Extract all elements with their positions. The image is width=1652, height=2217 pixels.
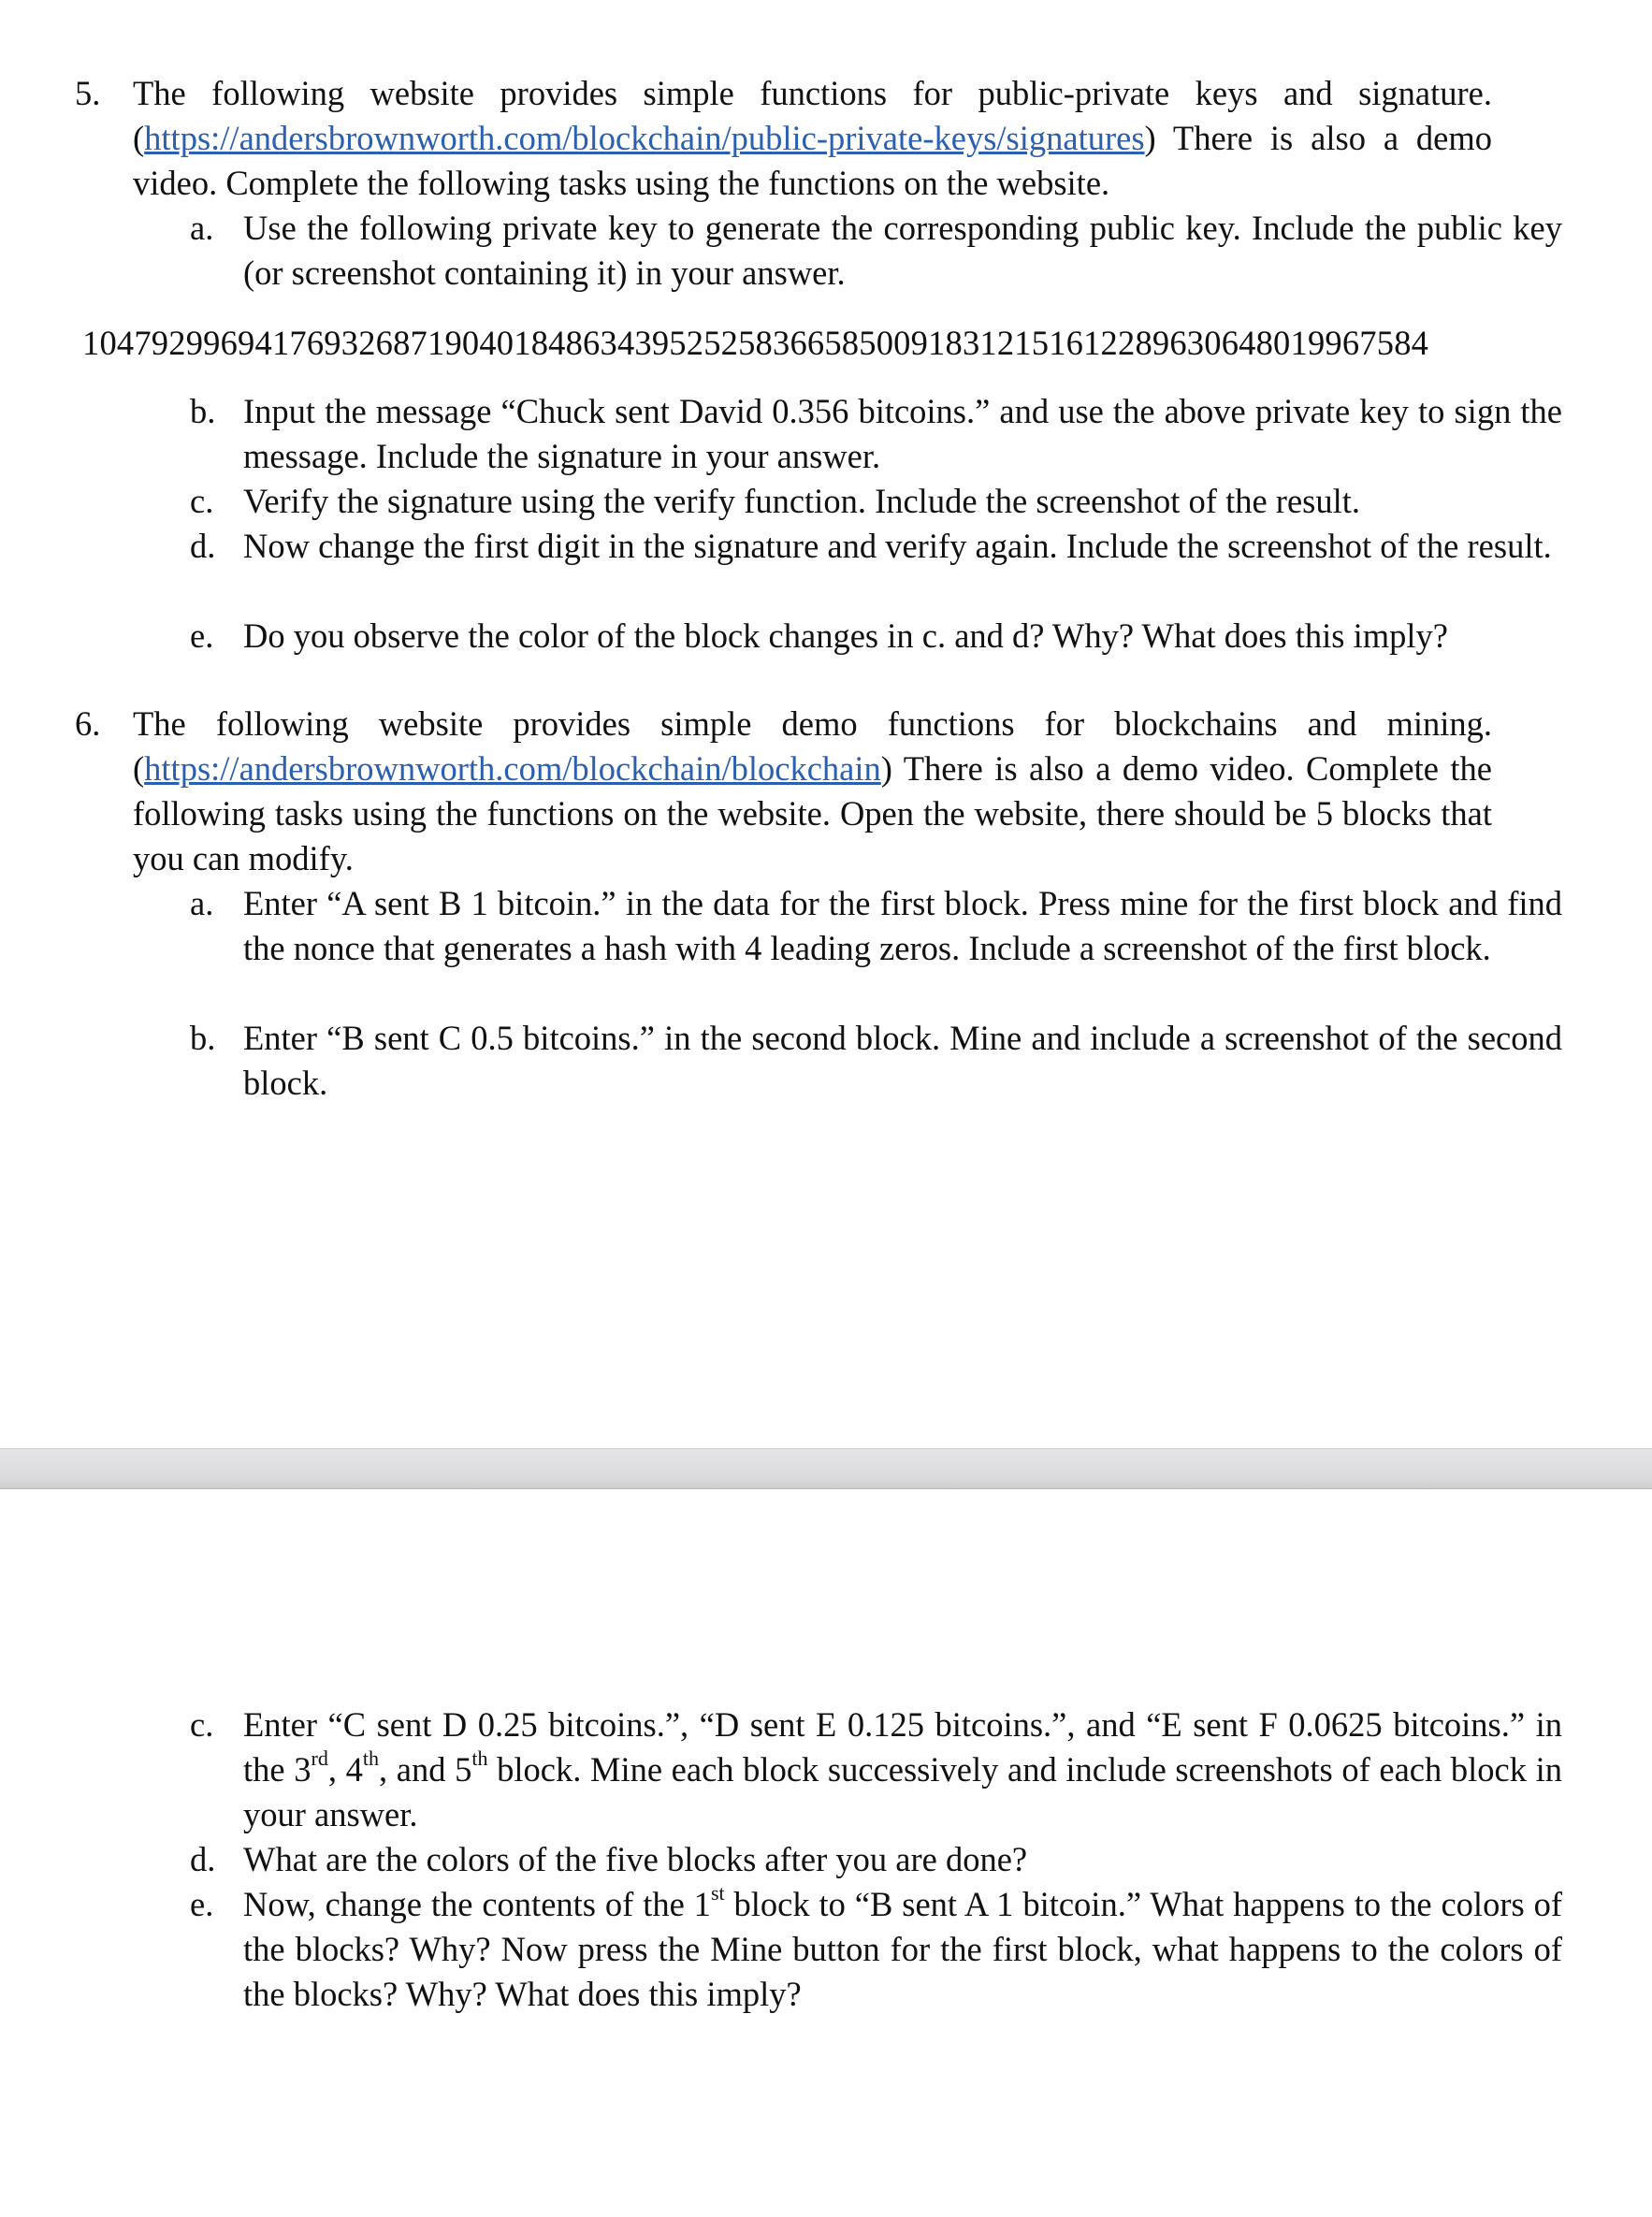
q6-item-c: c. Enter “C sent D 0.25 bitcoins.”, “D sent E 0.125 bitcoins.”, and “E sent F 0.0625 bitcoins.” in the 3rd, 4th, and 5th block. Mine each block successively and include screenshots of each block in your answer. [190, 1705, 1563, 1833]
question-number: 6. [75, 704, 101, 743]
q6-item-e: e. Now, change the contents of the 1st block to “B sent A 1 bitcoin.” What happens to the colors of the blocks? Why? Now press the Mine button for the first block, what happens to the colors of the blocks? Why? What does this imply? [190, 1880, 1562, 2013]
q6-item-a: a. Enter “A sent B 1 bitcoin.” in the data for the first block. Press mine for the first block and find the nonce that generates a hash with 4 leading zeros. Include a screenshot of the first block. [190, 884, 1562, 967]
q6-item-d: d. What are the colors of the five blocks after you are done? [190, 1840, 1028, 1878]
question-intro: The following website provides simple functions for public-private keys and signature. (https://andersbrownworth.com/blockchain/public-private-keys/signatures) There is also a demo video. Complete the following tasks using the functions on the website. [133, 74, 1492, 202]
question-number: 5. [75, 74, 101, 112]
question-6 [75, 702, 1492, 881]
question-5 [75, 71, 1492, 206]
q5-item-a: a. Use the following private key to generate the corresponding public key. Include the public key (or screenshot containing it) in your answer. [190, 209, 1562, 292]
blockchain-link[interactable]: https://andersbrownworth.com/blockchain/blockchain [144, 749, 881, 788]
q5-item-c: c. Verify the signature using the verify function. Include the screenshot of the result. [190, 482, 1361, 520]
q5-item-e: e. Do you observe the color of the block changes in c. and d? Why? What does this imply? [190, 616, 1448, 655]
private-key: 104792996941769326871904018486343952525836658500918312151612289630648019967584 [82, 324, 1429, 362]
page-break-divider [0, 1448, 1652, 1489]
q6-item-b: b. Enter “B sent C 0.5 bitcoins.” in the second block. Mine and include a screenshot of the second block. [190, 1019, 1562, 1102]
signatures-link[interactable]: https://andersbrownworth.com/blockchain/public-private-keys/signatures [144, 119, 1145, 157]
q5-item-b: b. Input the message “Chuck sent David 0.356 bitcoins.” and use the above private key to sign the message. Include the signature in your answer. [190, 392, 1562, 475]
q5-item-d: d. Now change the first digit in the signature and verify again. Include the screenshot of the result. [190, 527, 1552, 565]
question-intro: The following website provides simple demo functions for blockchains and mining. (https://andersbrownworth.com/blockchain/blockchain) There is also a demo video. Complete the following tasks using the functions on the website. Open the website, there should be 5 blocks that you can modify. [133, 704, 1492, 877]
